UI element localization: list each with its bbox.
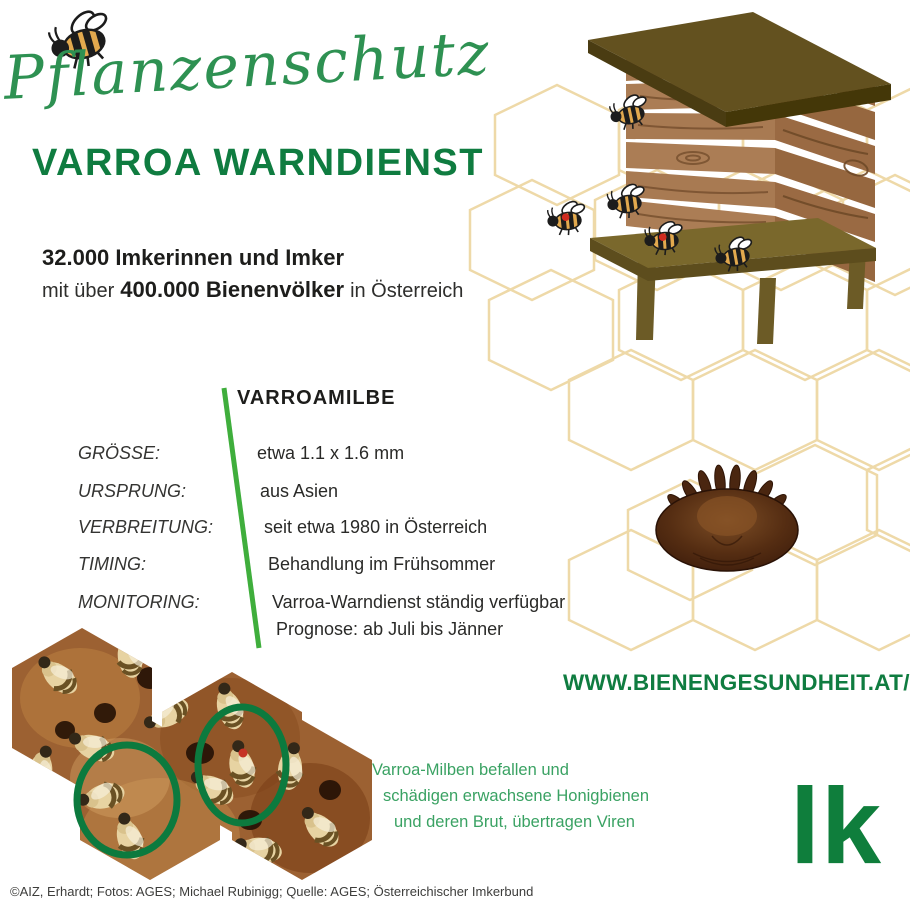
fact-row-groesse [78,443,404,464]
fact-value: aus Asien [260,481,339,501]
factbox-title: VARROAMILBE [237,387,396,409]
fact-value: etwa 1.1 x 1.6 mm [257,443,405,463]
fact-value: Behandlung im Frühsommer [268,554,496,574]
fact-value: seit etwa 1980 in Österreich [264,517,488,537]
stat-colonies [42,277,463,303]
caption-text [372,757,649,835]
bee-photo-collage [0,618,380,910]
caption-line-2: schädigen erwachsene Honigbienen [383,787,650,805]
stat-colonies-prefix: mit über [42,280,115,302]
fact-row-ursprung [78,481,338,502]
stat-beekeepers: 32.000 Imkerinnen und Imker [42,245,345,270]
fact-label: TIMING: [78,554,146,574]
varroa-mite-photo [648,458,808,580]
credits-line: ©AIZ, Erhardt; Fotos: AGES; Michael Rubinigg; Quelle: AGES; Österreichischer Imkerbund [10,884,534,899]
stat-colonies-number: 400.000 Bienenvölker [120,277,345,302]
caption-line-3: und deren Brut, übertragen Viren [394,813,635,831]
fact-value-line2: Prognose: ab Juli bis Jänner [276,619,504,639]
website-url[interactable]: WWW.BIENENGESUNDHEIT.AT/ [563,670,910,695]
fact-value: Varroa-Warndienst ständig verfügbar [272,592,566,612]
fact-label: MONITORING: [78,592,200,612]
hive-stand [590,218,876,344]
fact-label: GRÖSSE: [78,443,161,463]
caption-line-1: Varroa-Milben befallen und [372,761,569,779]
fact-row-timing [78,554,495,575]
fact-label: VERBREITUNG: [78,517,214,537]
lk-logo: lk [790,765,883,886]
fact-label: URSPRUNG: [78,481,187,501]
stat-colonies-suffix: in Österreich [350,280,464,302]
beehive-illustration [488,0,910,352]
script-title: Pflanzenschutz [2,18,493,114]
page-title: VARROA WARNDIENST [32,142,484,184]
fact-row-verbreitung [78,517,487,538]
mite-red-dot [239,749,248,758]
